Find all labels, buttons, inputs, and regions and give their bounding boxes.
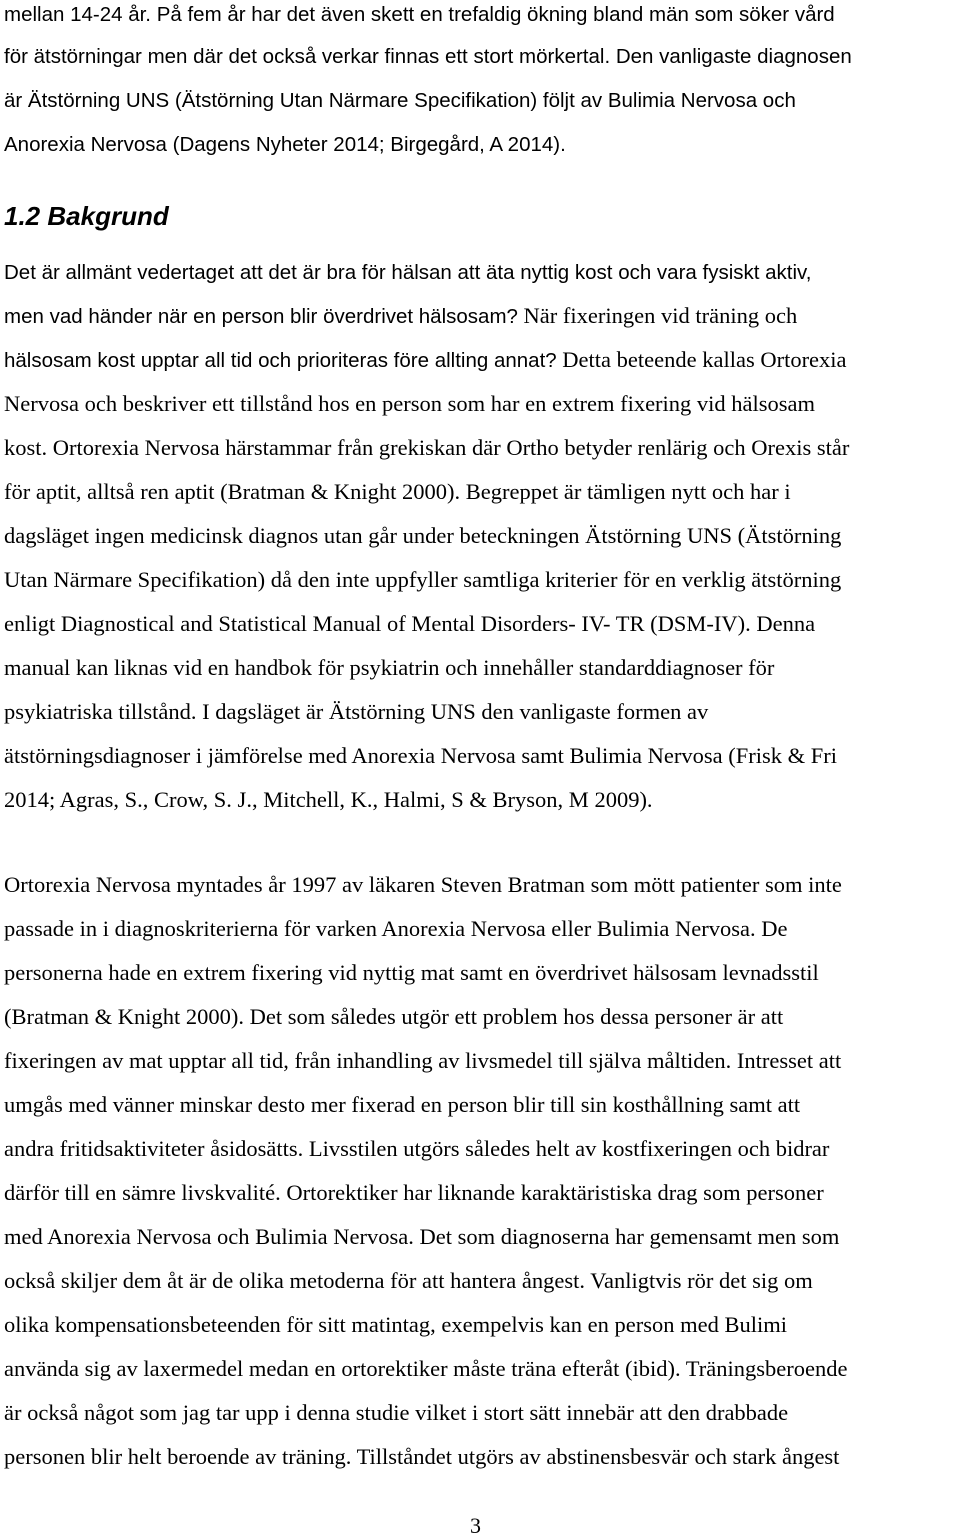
section-line-10 [4, 653, 960, 683]
paragraph2-line-9: med Anorexia Nervosa och Bulimia Nervosa. Det som diagnoserna har gemensamt men som [4, 1224, 840, 1249]
section-line-sans: Det är allmänt vedertaget att det är bra för hälsan att äta nyttig kost och vara fysiskt aktiv, [4, 261, 812, 284]
section-line-2 [4, 301, 960, 331]
paragraph2-line-5: fixeringen av mat upptar all tid, från inhandling av livsmedel till själva måltiden. Intresset att [4, 1048, 842, 1073]
section-line-11 [4, 697, 960, 727]
section-line-serif: När fixeringen vid träning och [517, 303, 798, 328]
section-line-8 [4, 565, 960, 595]
section-line-13 [4, 785, 960, 815]
page-number: 3 [470, 1513, 481, 1538]
section-line-12 [4, 741, 960, 771]
section-line-4 [4, 389, 960, 419]
section-line-sans: men vad händer när en person blir överdrivet hälsosam? [4, 305, 518, 328]
section-line-serif: 2014; Agras, S., Crow, S. J., Mitchell, K., Halmi, S & Bryson, M 2009). [4, 787, 653, 812]
section-line-serif: dagsläget ingen medicinsk diagnos utan går under beteckningen Ätstörning UNS (Ätstörning [4, 523, 842, 548]
paragraph2-line-10: också skiljer dem åt är de olika metoderna för att hantera ångest. Vanligtvis rör det sig om [4, 1268, 813, 1293]
section-line-1 [4, 257, 960, 287]
section-line-5 [4, 433, 960, 463]
section-line-serif: Detta beteende kallas Ortorexia [556, 347, 847, 372]
intro-line-1: mellan 14-24 år. På fem år har det även skett en trefaldig ökning bland män som söker vård [4, 3, 835, 26]
section-line-9 [4, 609, 960, 639]
paragraph2-line-11: olika kompensationsbeteenden för sitt matintag, exempelvis kan en person med Bulimi [4, 1312, 787, 1337]
section-line-serif: ätstörningsdiagnoser i jämförelse med Anorexia Nervosa samt Bulimia Nervosa (Frisk & Fri [4, 743, 837, 768]
section-line-serif: psykiatriska tillstånd. I dagsläget är Ätstörning UNS den vanligaste formen av [4, 699, 709, 724]
paragraph2-line-2: passade in i diagnoskriterierna för varken Anorexia Nervosa eller Bulimia Nervosa. De [4, 916, 788, 941]
section-line-3 [4, 345, 960, 375]
section-line-sans: hälsosam kost upptar all tid och prioriteras före allting annat? [4, 349, 557, 372]
intro-line-3: är Ätstörning UNS (Ätstörning Utan Närmare Specifikation) följt av Bulimia Nervosa och [4, 89, 796, 112]
section-line-6 [4, 477, 960, 507]
paragraph2-line-14: personen blir helt beroende av träning. Tillståndet utgörs av abstinensbesvär och stark ångest [4, 1444, 840, 1469]
section-line-7 [4, 521, 960, 551]
paragraph2-line-3: personerna hade en extrem fixering vid nyttig mat samt en överdrivet hälsosam levnadsstil [4, 960, 819, 985]
paragraph2-line-4: (Bratman & Knight 2000). Det som således utgör ett problem hos dessa personer är att [4, 1004, 784, 1029]
intro-line-4: Anorexia Nervosa (Dagens Nyheter 2014; Birgegård, A 2014). [4, 133, 566, 156]
paragraph2-line-13: är också något som jag tar upp i denna studie vilket i stort sätt innebär att den drabbade [4, 1400, 789, 1425]
section-line-serif: manual kan liknas vid en handbok för psykiatrin och innehåller standarddiagnoser för [4, 655, 775, 680]
paragraph2-line-8: därför till en sämre livskvalité. Ortorektiker har liknande karaktäristiska drag som personer [4, 1180, 824, 1205]
paragraph2-line-7: andra fritidsaktiviteter åsidosätts. Livsstilen utgörs således helt av kostfixeringen och bidrar [4, 1136, 830, 1161]
section-line-serif: enligt Diagnostical and Statistical Manual of Mental Disorders- IV- TR (DSM-IV). Denna [4, 611, 816, 636]
section-line-serif: kost. Ortorexia Nervosa härstammar från grekiskan där Ortho betyder renlärig och Orexis står [4, 435, 850, 460]
section-line-serif: Nervosa och beskriver ett tillstånd hos en person som har en extrem fixering vid hälsosam [4, 391, 816, 416]
paragraph2-line-12: använda sig av laxermedel medan en ortorektiker måste träna efteråt (ibid). Träningsberoende [4, 1356, 848, 1381]
section-line-serif: för aptit, alltså ren aptit (Bratman & Knight 2000). Begreppet är tämligen nytt och har i [4, 479, 791, 504]
section-heading: 1.2 Bakgrund [4, 201, 169, 231]
intro-line-2: för ätstörningar men där det också verkar finnas ett stort mörkertal. Den vanligaste diagnosen [4, 45, 852, 68]
paragraph2-line-6: umgås med vänner minskar desto mer fixerad en person blir till sin kosthållning samt att [4, 1092, 801, 1117]
section-line-serif: Utan Närmare Specifikation) då den inte uppfyller samtliga kriterier för en verklig ätstörning [4, 567, 842, 592]
paragraph2-line-1: Ortorexia Nervosa myntades år 1997 av läkaren Steven Bratman som mött patienter som inte [4, 872, 842, 897]
